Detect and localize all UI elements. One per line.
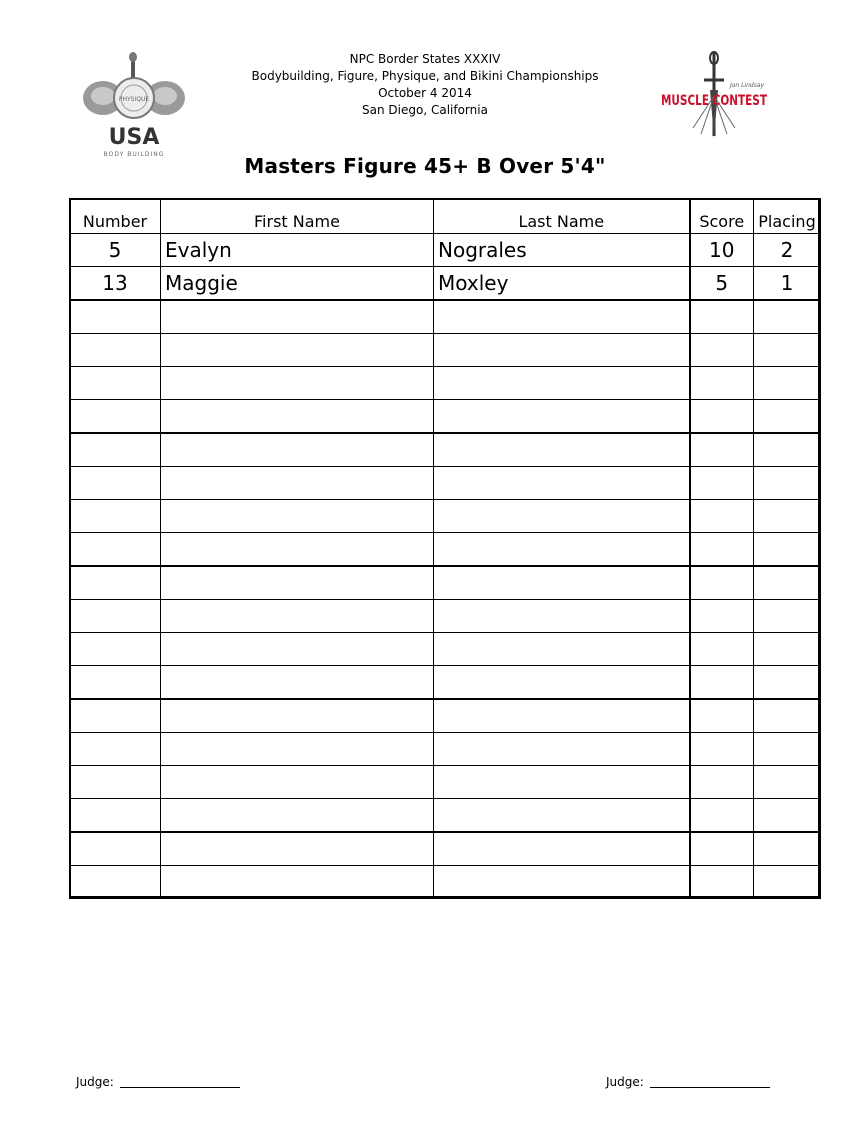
cell-number — [70, 733, 161, 766]
cell-score — [690, 334, 754, 367]
cell-score — [690, 699, 754, 733]
cell-placing — [754, 433, 821, 467]
cell-number — [70, 766, 161, 799]
cell-first-name — [161, 600, 434, 633]
judge-signature-line-right — [650, 1087, 770, 1088]
event-name: NPC Border States XXXIV — [349, 52, 501, 66]
cell-score — [690, 300, 754, 334]
logo-usa-text: USA — [108, 125, 160, 150]
cell-first-name — [161, 400, 434, 434]
cell-placing — [754, 467, 821, 500]
cell-first-name — [161, 666, 434, 700]
cell-number — [70, 566, 161, 600]
cell-placing — [754, 334, 821, 367]
table-row-empty — [70, 467, 821, 500]
cell-number — [70, 633, 161, 666]
cell-first-name — [161, 533, 434, 567]
cell-first-name — [161, 500, 434, 533]
cell-number — [70, 334, 161, 367]
cell-placing — [754, 400, 821, 434]
cell-number — [70, 600, 161, 633]
cell-placing — [754, 367, 821, 400]
cell-score — [690, 433, 754, 467]
cell-number — [70, 400, 161, 434]
column-header-score: Score — [690, 199, 754, 234]
table-row-empty — [70, 566, 821, 600]
table-row-empty — [70, 666, 821, 700]
judge-label-left: Judge: — [76, 1075, 114, 1089]
cell-first-name — [161, 699, 434, 733]
cell-last-name — [434, 633, 690, 666]
table-row-empty — [70, 600, 821, 633]
cell-score — [690, 467, 754, 500]
cell-first-name — [161, 832, 434, 866]
cell-placing — [754, 799, 821, 833]
cell-first-name — [161, 866, 434, 899]
logo-ring-text: PHYSIQUE — [118, 96, 150, 103]
cell-first-name — [161, 467, 434, 500]
logo-mc-small-text: Jon Lindsay — [729, 82, 765, 89]
cell-score — [690, 367, 754, 400]
muscle-contest-logo — [655, 50, 773, 142]
cell-placing — [754, 733, 821, 766]
cell-number — [70, 666, 161, 700]
column-header-last-name: Last Name — [434, 199, 690, 234]
cell-last-name — [434, 766, 690, 799]
cell-last-name — [434, 666, 690, 700]
cell-placing: 1 — [754, 267, 821, 301]
column-header-first-name: First Name — [161, 199, 434, 234]
cell-first-name — [161, 633, 434, 666]
cell-placing — [754, 832, 821, 866]
cell-last-name — [434, 866, 690, 899]
cell-last-name: Moxley — [434, 267, 690, 301]
cell-last-name — [434, 799, 690, 833]
cell-number — [70, 433, 161, 467]
table-row-empty — [70, 699, 821, 733]
table-row-empty — [70, 533, 821, 567]
cell-score — [690, 633, 754, 666]
cell-placing — [754, 600, 821, 633]
cell-placing — [754, 566, 821, 600]
cell-number — [70, 500, 161, 533]
cell-score — [690, 500, 754, 533]
cell-last-name — [434, 334, 690, 367]
cell-score — [690, 799, 754, 833]
table-row-empty — [70, 633, 821, 666]
judge-signature-right — [606, 1075, 770, 1089]
cell-score — [690, 533, 754, 567]
event-date: October 4 2014 — [378, 86, 472, 100]
cell-number — [70, 533, 161, 567]
table-row-empty — [70, 334, 821, 367]
judge-signature-line-left — [120, 1087, 240, 1088]
table-row-empty — [70, 866, 821, 899]
cell-number: 13 — [70, 267, 161, 301]
cell-placing — [754, 699, 821, 733]
cell-last-name — [434, 566, 690, 600]
event-divisions: Bodybuilding, Figure, Physique, and Bikini Championships — [251, 69, 599, 83]
cell-number — [70, 467, 161, 500]
cell-last-name — [434, 500, 690, 533]
cell-last-name — [434, 300, 690, 334]
cell-first-name — [161, 433, 434, 467]
table-row-empty — [70, 500, 821, 533]
cell-first-name: Evalyn — [161, 234, 434, 267]
cell-first-name — [161, 766, 434, 799]
cell-last-name — [434, 433, 690, 467]
cell-score — [690, 766, 754, 799]
cell-first-name — [161, 367, 434, 400]
cell-first-name — [161, 799, 434, 833]
logo-usa-subtext: BODY BUILDING — [103, 151, 165, 158]
cell-placing — [754, 666, 821, 700]
cell-placing — [754, 633, 821, 666]
cell-score — [690, 400, 754, 434]
cell-last-name — [434, 467, 690, 500]
table-row-empty — [70, 300, 821, 334]
column-header-number: Number — [70, 199, 161, 234]
cell-number — [70, 799, 161, 833]
table-row-empty — [70, 400, 821, 434]
table-row-empty — [70, 433, 821, 467]
cell-first-name — [161, 334, 434, 367]
cell-score — [690, 600, 754, 633]
cell-last-name — [434, 832, 690, 866]
table-row — [70, 234, 821, 267]
cell-number — [70, 832, 161, 866]
cell-number — [70, 300, 161, 334]
cell-number — [70, 866, 161, 899]
table-row — [70, 267, 821, 301]
table-row-empty — [70, 832, 821, 866]
cell-score — [690, 666, 754, 700]
cell-last-name — [434, 699, 690, 733]
judge-signature-left — [76, 1075, 240, 1089]
table-row-empty — [70, 799, 821, 833]
cell-last-name — [434, 533, 690, 567]
cell-number — [70, 699, 161, 733]
cell-score — [690, 733, 754, 766]
cell-score — [690, 566, 754, 600]
cell-score: 10 — [690, 234, 754, 267]
table-row-empty — [70, 367, 821, 400]
logo-mc-main-text: MUSCLE CONTEST — [661, 93, 768, 109]
cell-number — [70, 367, 161, 400]
cell-first-name — [161, 733, 434, 766]
cell-first-name — [161, 300, 434, 334]
cell-last-name: Nograles — [434, 234, 690, 267]
table-row-empty — [70, 766, 821, 799]
cell-last-name — [434, 400, 690, 434]
cell-placing — [754, 500, 821, 533]
cell-score: 5 — [690, 267, 754, 301]
column-header-placing: Placing — [754, 199, 821, 234]
cell-first-name — [161, 566, 434, 600]
cell-placing — [754, 866, 821, 899]
cell-placing — [754, 300, 821, 334]
cell-score — [690, 832, 754, 866]
cell-placing: 2 — [754, 234, 821, 267]
judge-label-right: Judge: — [606, 1075, 644, 1089]
cell-first-name: Maggie — [161, 267, 434, 301]
division-title: Masters Figure 45+ B Over 5'4" — [244, 154, 606, 178]
event-location: San Diego, California — [362, 103, 488, 117]
cell-placing — [754, 766, 821, 799]
npc-usa-logo — [78, 52, 190, 160]
table-header-row — [70, 199, 821, 234]
cell-number: 5 — [70, 234, 161, 267]
cell-placing — [754, 533, 821, 567]
cell-last-name — [434, 733, 690, 766]
cell-last-name — [434, 600, 690, 633]
results-table — [69, 198, 821, 899]
cell-score — [690, 866, 754, 899]
table-row-empty — [70, 733, 821, 766]
cell-last-name — [434, 367, 690, 400]
